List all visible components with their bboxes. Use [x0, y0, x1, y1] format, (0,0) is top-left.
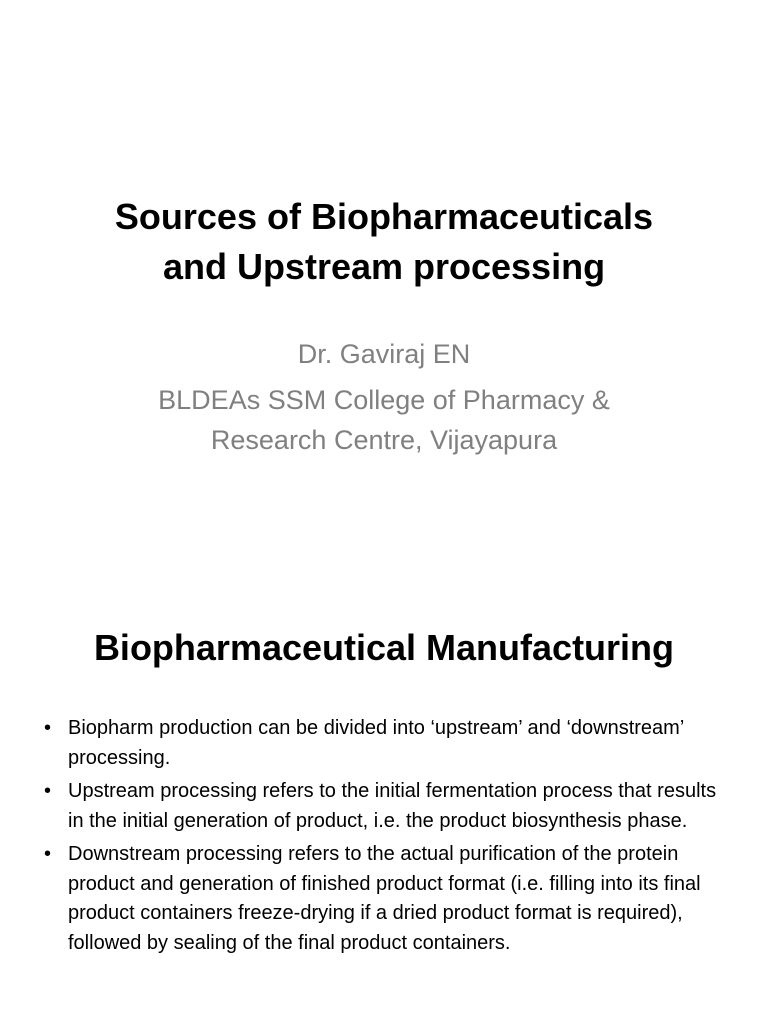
slide-subtitle [80, 334, 688, 460]
bullet-item [44, 777, 734, 836]
bullet-icon: • [44, 717, 52, 739]
bullet-text: Biopharm production can be divided into ‘upstream’ and ‘downstream’ processing. [68, 717, 684, 769]
bullet-item [44, 840, 734, 958]
bullet-text: Downstream processing refers to the actual purification of the protein product and generation of finished product format (i.e. filling into its final product containers freeze-drying if a dried product format is required), followed by sealing of the final product containers. [68, 843, 701, 954]
author-name: Dr. Gaviraj EN [297, 339, 471, 369]
bullet-list [44, 714, 734, 962]
bullet-item [44, 714, 734, 773]
content-slide-title: Biopharmaceutical Manufacturing [93, 627, 675, 668]
slide-title-line-2: and Upstream processing [162, 246, 606, 287]
bullet-text: Upstream processing refers to the initial fermentation process that results in the initial generation of product, i.e. the product biosynthesis phase. [68, 780, 717, 832]
slide-title [40, 192, 728, 292]
content-slide [0, 592, 768, 1024]
slide-title-line-1: Sources of Biopharmaceuticals [114, 196, 654, 237]
bullet-icon: • [44, 843, 52, 865]
institution-line-1: BLDEAs SSM College of Pharmacy & [158, 385, 610, 415]
institution-line-2: Research Centre, Vijayapura [210, 425, 558, 455]
bullet-icon: • [44, 780, 52, 802]
